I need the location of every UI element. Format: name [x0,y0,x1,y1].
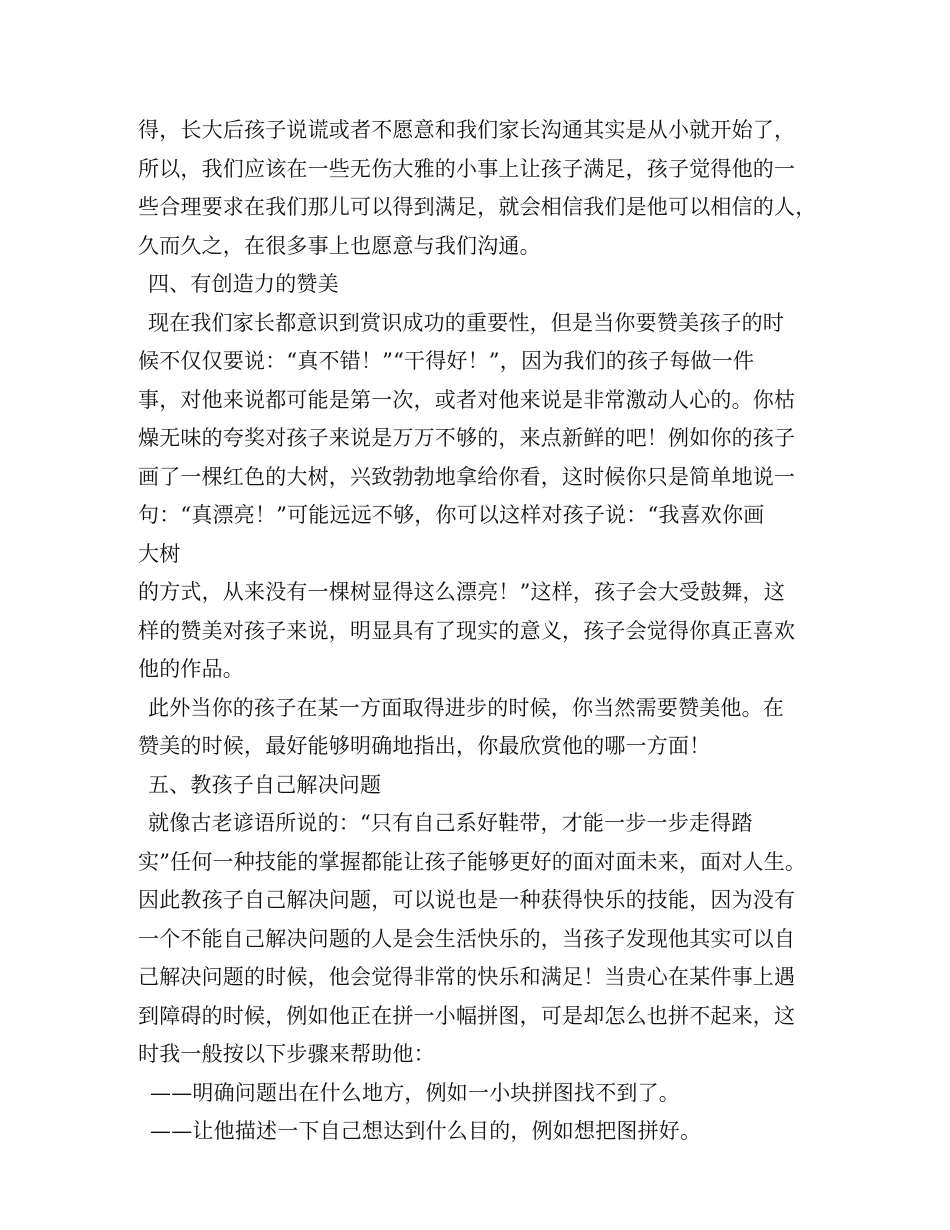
paragraph-line: 时我一般按以下步骤来帮助他： [138,1042,435,1066]
paragraph-line: 他的作品。 [138,657,244,681]
paragraph-line: 事，对他来说都可能是第一次，或者对他来说是非常激动人心的。你枯 [138,387,796,412]
paragraph-line: 候不仅仅要说：“真不错！”“干得好！”，因为我们的孩子每做一件 [138,349,755,373]
paragraph-line: 此外当你的孩子在某一方面取得进步的时候，你当然需要赞美他。在 [148,695,784,720]
paragraph-line: 一个不能自己解决问题的人是会生活快乐的，当孩子发现他其实可以自 [138,926,796,951]
paragraph-line: 赞美的时候，最好能够明确地指出，你最欣赏他的哪一方面！ [138,734,711,758]
section-heading-4: 四、有创造力的赞美 [148,272,339,296]
list-item: ——明确问题出在什么地方，例如一小块拼图找不到了。 [150,1080,680,1105]
document-body [138,111,828,1151]
list-item: ——让他描述一下自己想达到什么目的，例如想把图拼好。 [150,1119,702,1143]
paragraph-line: 久而久之，在很多事上也愿意与我们沟通。 [138,233,541,258]
paragraph-line: 得，长大后孩子说谎或者不愿意和我们家长沟通其实是从小就开始了， [138,118,796,142]
paragraph-line: 大树 [138,541,181,566]
paragraph-line: 燥无味的夸奖对孩子来说是万万不够的，来点新鲜的吧！例如你的孩子 [138,426,796,450]
paragraph-line: 画了一棵红色的大树，兴致勃勃地拿给你看，这时候你只是简单地说一 [138,464,796,489]
paragraph-line: 到障碍的时候，例如他正在拼一小幅拼图，可是却怎么也拼不起来，这 [138,1003,796,1028]
paragraph-line: 现在我们家长都意识到赏识成功的重要性，但是当你要赞美孩子的时 [148,310,784,335]
paragraph-line: 些合理要求在我们那儿可以得到满足，就会相信我们是他可以相信的人， [138,195,817,219]
paragraph-line: 所以，我们应该在一些无伤大雅的小事上让孩子满足，孩子觉得他的一 [138,156,796,181]
paragraph-line: 样的赞美对孩子来说，明显具有了现实的意义，孩子会觉得你真正喜欢 [138,618,796,643]
paragraph-line: 因此教孩子自己解决问题，可以说也是一种获得快乐的技能，因为没有 [138,888,796,912]
paragraph-line: 就像古老谚语所说的：“只有自己系好鞋带，才能一步一步走得踏 [148,811,753,835]
paragraph-line: 己解决问题的时候，他会觉得非常的快乐和满足！当贵心在某件事上遇 [138,965,796,989]
paragraph-line: 的方式，从来没有一棵树显得这么漂亮！”这样，孩子会大受鼓舞，这 [138,580,785,604]
paragraph-line: 实”任何一种技能的掌握都能让孩子能够更好的面对面未来，面对人生。 [138,849,807,874]
section-heading-5: 五、教孩子自己解决问题 [148,772,382,797]
paragraph-line: 句：“真漂亮！”可能远远不够，你可以这样对孩子说：“我喜欢你画 [138,503,765,527]
